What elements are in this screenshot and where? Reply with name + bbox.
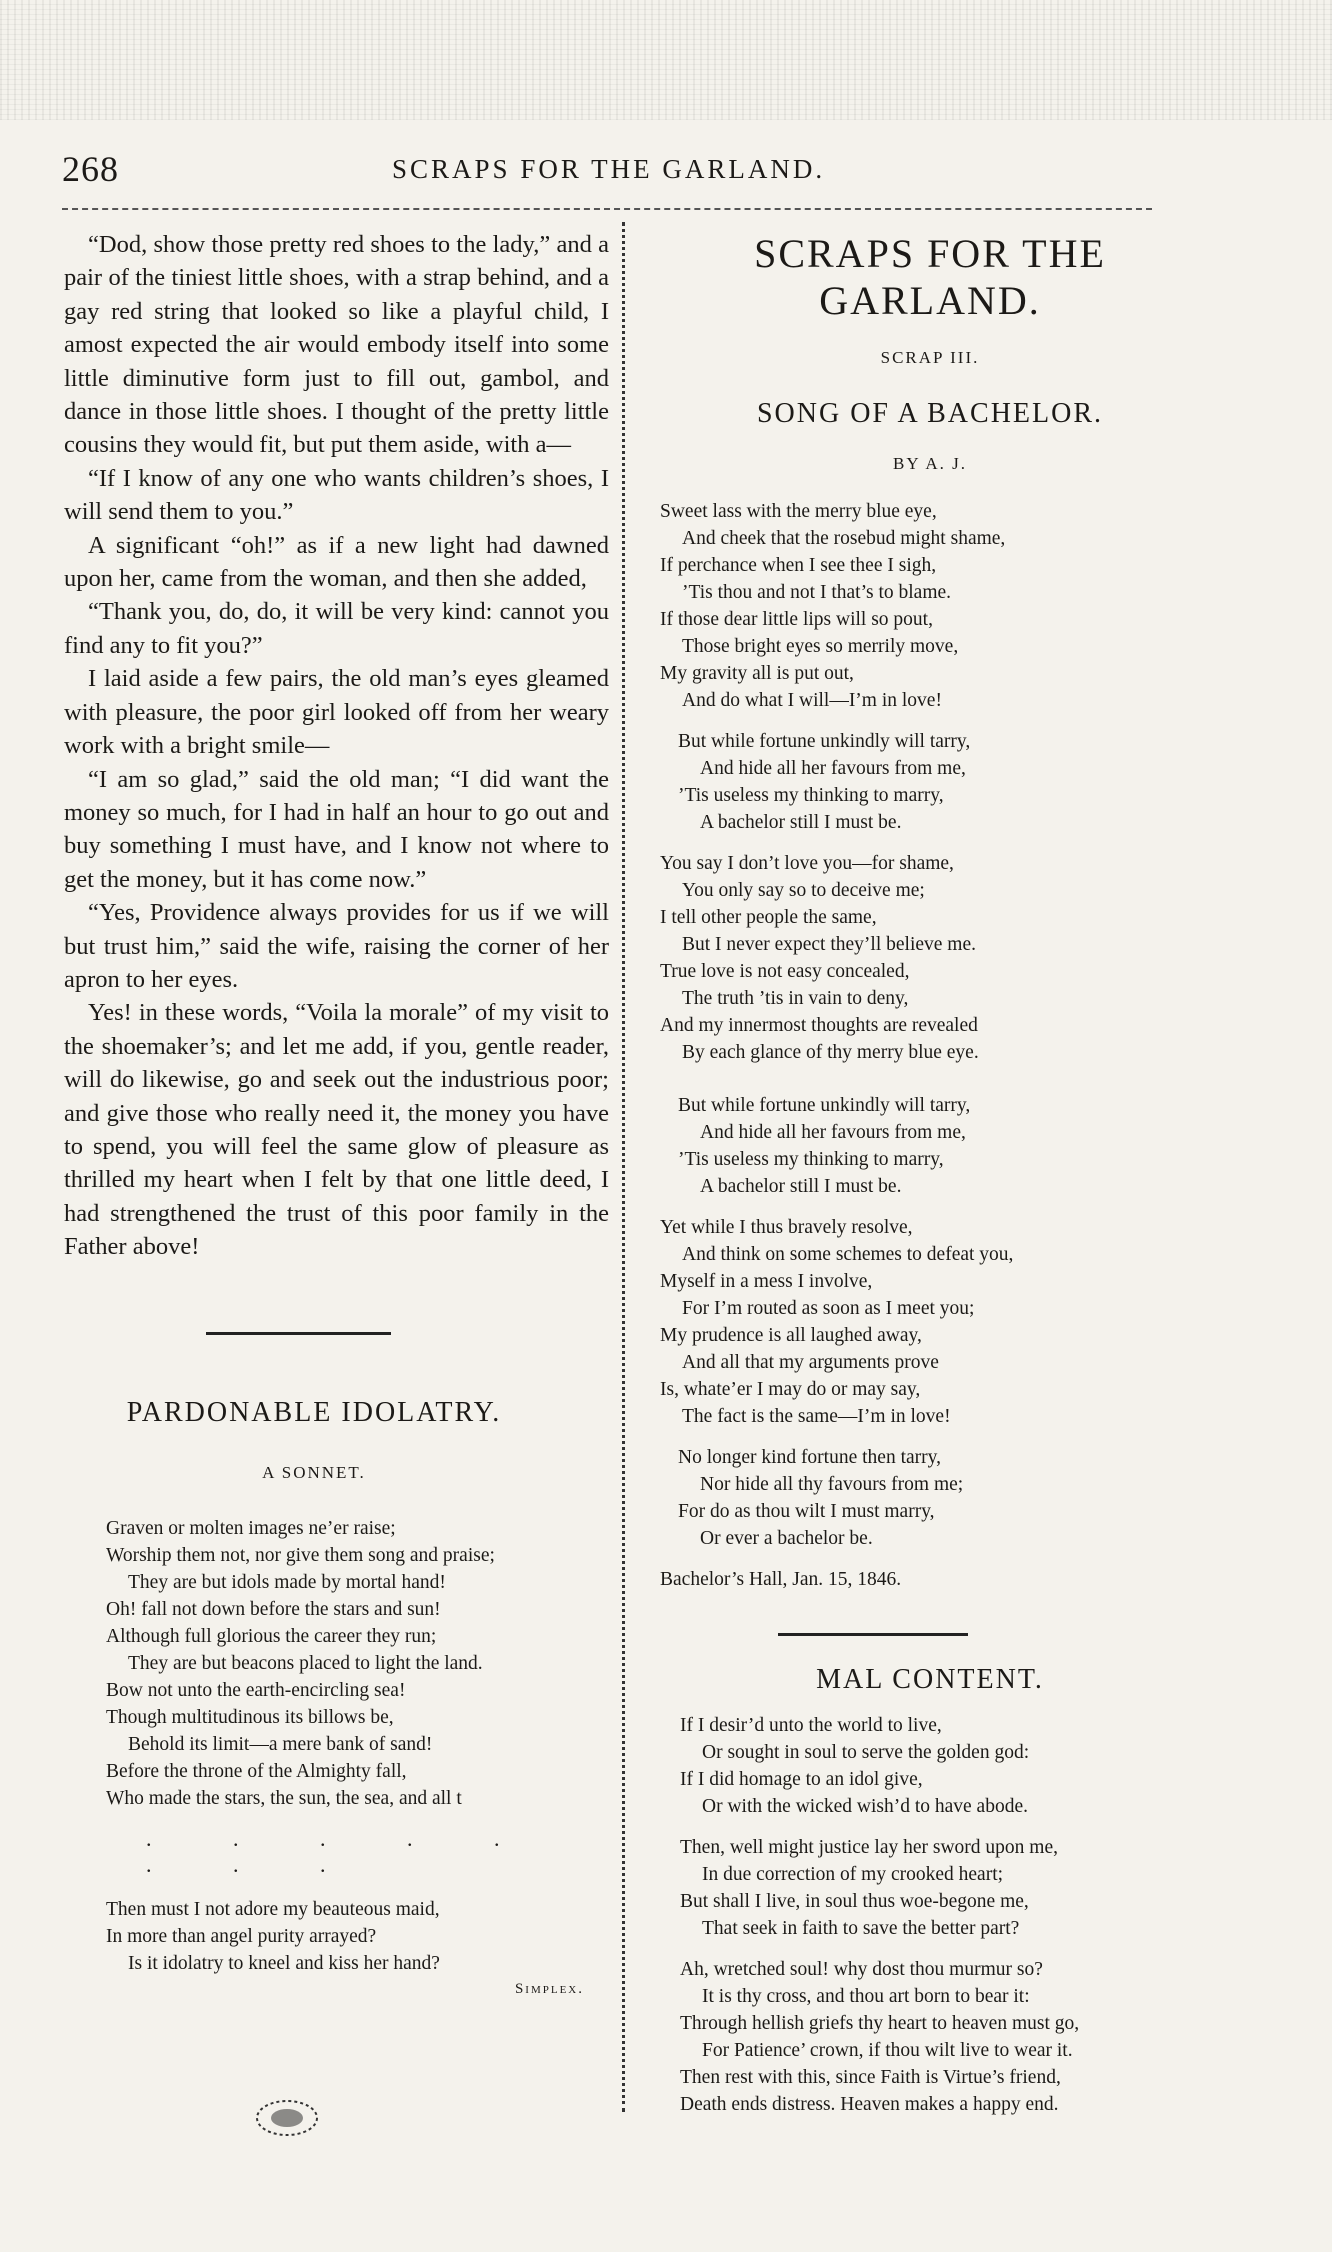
poem-line: Yet while I thus bravely resolve, — [660, 1217, 913, 1238]
poem-line: And hide all her favours from me, — [700, 758, 966, 779]
poem-line: No longer kind fortune then tarry, — [678, 1447, 941, 1468]
page-header — [62, 148, 1192, 188]
poem-line: But while fortune unkindly will tarry, — [678, 1095, 971, 1116]
poem-line: You only say so to deceive me; — [682, 880, 925, 901]
poem-line: Or ever a bachelor be. — [700, 1528, 873, 1549]
poem-line: And all that my arguments prove — [682, 1352, 939, 1373]
sonnet-body — [64, 1515, 609, 1977]
mal-content-body — [650, 1712, 1210, 2118]
page-number: 268 — [62, 149, 119, 189]
section-rule — [206, 1332, 391, 1335]
scan-noise — [0, 0, 1332, 120]
poem-line: True love is not easy concealed, — [660, 961, 910, 982]
poem-line: Then must I not adore my beauteous maid, — [106, 1898, 440, 1920]
stanza — [660, 1444, 1210, 1552]
poem-line: Is, whate’er I may do or may say, — [660, 1379, 921, 1400]
poem-line: And think on some schemes to defeat you, — [682, 1244, 1014, 1265]
column-divider — [622, 222, 625, 2112]
poem-line: ’Tis thou and not I that’s to blame. — [682, 582, 952, 603]
poem-line: Death ends distress. Heaven makes a happy end. — [680, 2094, 1059, 2115]
sonnet-title: PARDONABLE IDOLATRY. — [126, 1396, 502, 1428]
poem-line: Then rest with this, since Faith is Virtue’s friend, — [680, 2067, 1061, 2088]
dateline: Bachelor’s Hall, Jan. 15, 1846. — [660, 1569, 902, 1590]
poem-line: Myself in a mess I involve, — [660, 1271, 873, 1292]
poem-line: Oh! fall not down before the stars and sun! — [106, 1598, 441, 1620]
song-title: SONG OF A BACHELOR. — [756, 398, 1104, 429]
paragraph: Yes! in these words, “Voila la morale” of my visit to the shoemaker’s; and let me add, if you, gentle reader, will do likewise, go and seek out the industrious poor; and give those who really need it, the money you have to spend, you will feel the same glow of pleasure as thrilled my heart when I felt by that one little deed, I had strengthened the trust of this poor family in the Father above! — [64, 999, 609, 1261]
poem-line: Then, well might justice lay her sword upon me, — [680, 1837, 1059, 1858]
paragraph: “Yes, Providence always provides for us if we will but trust him,” said the wife, raising the corner of her apron to her eyes. — [64, 899, 609, 993]
refrain — [660, 1092, 1210, 1200]
poem-line: Or with the wicked wish’d to have abode. — [702, 1796, 1028, 1817]
song-body — [650, 498, 1210, 1593]
paragraph: “If I know of any one who wants children’s shoes, I will send them to you.” — [64, 464, 609, 526]
poem-line: Is it idolatry to kneel and kiss her hand? — [128, 1952, 440, 1974]
right-column — [650, 228, 1210, 2132]
printer-ornament — [252, 2096, 322, 2140]
paragraph: “Thank you, do, do, it will be very kind: cannot you find any to fit you?” — [64, 598, 609, 659]
running-head: SCRAPS FOR THE GARLAND. — [392, 154, 826, 184]
poem-line: My prudence is all laughed away, — [660, 1325, 922, 1346]
poem-line: Or sought in soul to serve the golden god: — [702, 1742, 1030, 1763]
mal-content-title: MAL CONTENT. — [816, 1664, 1044, 1695]
poem-line: ’Tis useless my thinking to marry, — [678, 1149, 944, 1170]
poem-line: In due correction of my crooked heart; — [702, 1864, 1004, 1885]
poem-line: And my innermost thoughts are revealed — [660, 1015, 978, 1036]
poem-line: That seek in faith to save the better part? — [702, 1918, 1020, 1939]
poem-line: If I did homage to an idol give, — [680, 1769, 923, 1790]
poem-line: Bow not unto the earth-encircling sea! — [106, 1679, 406, 1701]
poem-line: They are but beacons placed to light the land. — [128, 1652, 483, 1674]
poem-line: And cheek that the rosebud might shame, — [682, 528, 1006, 549]
poem-line: Though multitudinous its billows be, — [106, 1706, 394, 1728]
poem-line: The truth ’tis in vain to deny, — [682, 988, 909, 1009]
poem-line: But shall I live, in soul thus woe-begone me, — [680, 1891, 1029, 1912]
poem-line: Graven or molten images ne’er raise; — [106, 1517, 396, 1539]
poem-line: And hide all her favours from me, — [700, 1122, 966, 1143]
stanza — [660, 850, 1210, 1066]
signature: Simplex. — [514, 1980, 584, 1997]
poem-line: Who made the stars, the sun, the sea, and all t — [106, 1787, 462, 1809]
stanza — [660, 498, 1210, 714]
poem-line: Although full glorious the career they run; — [106, 1625, 437, 1647]
poem-line: They are but idols made by mortal hand! — [128, 1571, 446, 1593]
poem-line: Through hellish griefs thy heart to heaven must go, — [680, 2013, 1080, 2034]
poem-line: For Patience’ crown, if thou wilt live to wear it. — [702, 2040, 1073, 2061]
paragraph: “Dod, show those pretty red shoes to the lady,” and a pair of the tiniest little shoes, with a strap behind, and a gay red string that looked so like a playful child, I amost expected the air would embody itself into some little diminutive form just to fill out, gambol, and dance in those little shoes. I thought of the pretty little cousins they would fit, but put them aside, with a— — [64, 231, 609, 459]
section-title: SCRAPS FOR THE GARLAND. — [754, 231, 1106, 323]
poem-line: A bachelor still I must be. — [700, 812, 902, 833]
stanza — [680, 1956, 1210, 2118]
section-rule — [778, 1633, 968, 1636]
poem-line: If I desir’d unto the world to live, — [680, 1715, 942, 1736]
poem-line: If those dear little lips will so pout, — [660, 609, 933, 630]
stanza — [660, 1214, 1210, 1430]
poem-line: The fact is the same—I’m in love! — [682, 1406, 951, 1427]
poem-line: Sweet lass with the merry blue eye, — [660, 501, 937, 522]
scrap-number: SCRAP III. — [880, 348, 980, 367]
poem-line: In more than angel purity arrayed? — [106, 1925, 377, 1947]
poem-line: Ah, wretched soul! why dost thou murmur so? — [680, 1959, 1043, 1980]
paragraph: A significant “oh!” as if a new light had dawned upon her, came from the woman, and then she added, — [64, 531, 609, 593]
story-text — [64, 228, 609, 1264]
poem-line: ’Tis useless my thinking to marry, — [678, 785, 944, 806]
sonnet-subtitle: A SONNET. — [262, 1462, 366, 1482]
poem-line: But while fortune unkindly will tarry, — [678, 731, 971, 752]
poem-line: You say I don’t love you—for shame, — [660, 853, 954, 874]
left-column — [64, 228, 609, 1998]
poem-line: A bachelor still I must be. — [700, 1176, 902, 1197]
poem-line: For do as thou wilt I must marry, — [678, 1501, 935, 1522]
poem-line: Before the throne of the Almighty fall, — [106, 1760, 407, 1782]
ellipsis-dots: . . . . . . . . — [146, 1825, 538, 1877]
poem-line: If perchance when I see thee I sigh, — [660, 555, 937, 576]
paragraph: “I am so glad,” said the old man; “I did want the money so much, for I had in half an hour to go out and buy something I must have, and I know not where to get the money, but it has come now.” — [64, 765, 609, 893]
poem-line: I tell other people the same, — [660, 907, 877, 928]
stanza — [680, 1834, 1210, 1942]
poem-line: For I’m routed as soon as I meet you; — [682, 1298, 975, 1319]
poem-line: Behold its limit—a mere bank of sand! — [128, 1733, 433, 1755]
poem-line: And do what I will—I’m in love! — [682, 690, 942, 711]
refrain — [660, 728, 1210, 836]
poem-line: Worship them not, nor give them song and praise; — [106, 1544, 495, 1566]
stanza — [680, 1712, 1210, 1820]
header-rule — [62, 208, 1152, 210]
song-author: BY A. J. — [893, 454, 967, 473]
paragraph: I laid aside a few pairs, the old man’s eyes gleamed with pleasure, the poor girl looked off from her weary work with a bright smile— — [64, 665, 609, 760]
poem-line: Those bright eyes so merrily move, — [682, 636, 959, 657]
poem-line: My gravity all is put out, — [660, 663, 854, 684]
poem-line: But I never expect they’ll believe me. — [682, 934, 977, 955]
poem-line: It is thy cross, and thou art born to bear it: — [702, 1986, 1030, 2007]
poem-line: Nor hide all thy favours from me; — [700, 1474, 964, 1495]
poem-line: By each glance of thy merry blue eye. — [682, 1042, 979, 1063]
